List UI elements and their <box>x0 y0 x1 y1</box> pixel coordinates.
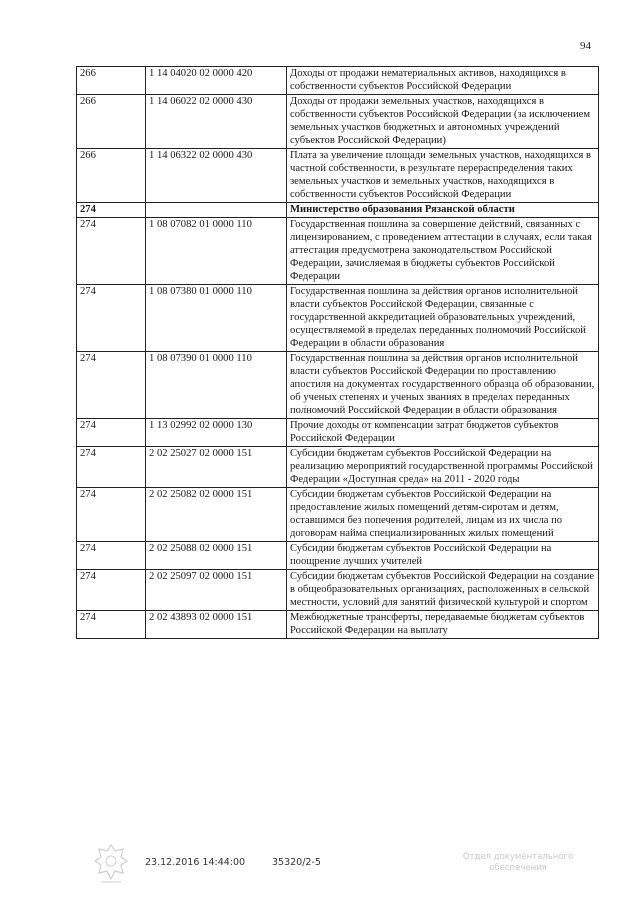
table-row <box>77 285 599 352</box>
revenue-code-cell: 2 02 25082 02 0000 151 <box>146 488 287 542</box>
section-header-row <box>77 203 599 218</box>
admin-code-cell: 274 <box>77 611 146 639</box>
revenue-description-cell: Прочие доходы от компенсации затрат бюджетов субъектов Российской Федерации <box>287 419 599 447</box>
footer-document-id: 35320/2-5 <box>272 857 321 868</box>
admin-code-cell: 274 <box>77 352 146 419</box>
table-row <box>77 67 599 95</box>
revenue-code-cell: 2 02 25027 02 0000 151 <box>146 447 287 488</box>
revenue-description-cell: Министерство образования Рязанской области <box>287 203 599 218</box>
revenue-description-cell: Государственная пошлина за совершение действий, связанных с лицензированием, с проведением аттестации в случаях, если такая аттестация предусмотрена законодательством Российской Федерации, зачисляемая в бюджеты субъектов Российской Федерации <box>287 218 599 285</box>
table-row <box>77 542 599 570</box>
revenue-code-cell <box>146 203 287 218</box>
table-body <box>77 67 599 639</box>
revenue-description-cell: Доходы от продажи земельных участков, находящихся в собственности субъектов Российской Федерации (за исключением земельных участков бюджетных и автономных учреждений субъектов Российской Федерации) <box>287 95 599 149</box>
revenue-code-cell: 1 13 02992 02 0000 130 <box>146 419 287 447</box>
admin-code-cell: 274 <box>77 570 146 611</box>
revenue-description-cell: Субсидии бюджетам субъектов Российской Федерации на поощрение лучших учителей <box>287 542 599 570</box>
revenue-description-cell: Доходы от продажи нематериальных активов, находящихся в собственности субъектов Российской Федерации <box>287 67 599 95</box>
table-row <box>77 611 599 639</box>
admin-code-cell: 266 <box>77 149 146 203</box>
revenue-description-cell: Субсидии бюджетам субъектов Российской Федерации на предоставление жилых помещений детям-сиротам и детям, оставшимся без попечения родителей, лицам из их числа по договорам найма специализированных жилых помещений <box>287 488 599 542</box>
revenue-description-cell: Субсидии бюджетам субъектов Российской Федерации на реализацию мероприятий государственной программы Российской Федерации «Доступная среда» на 2011 - 2020 годы <box>287 447 599 488</box>
revenue-code-cell: 1 14 06022 02 0000 430 <box>146 95 287 149</box>
admin-code-cell: 274 <box>77 488 146 542</box>
revenue-code-cell: 1 14 06322 02 0000 430 <box>146 149 287 203</box>
admin-code-cell: 274 <box>77 285 146 352</box>
admin-code-cell: 266 <box>77 67 146 95</box>
revenue-description-cell: Государственная пошлина за действия органов исполнительной власти субъектов Российской Федерации по проставлению апостиля на документах государственного образца об образовании, об ученых степенях и ученых званиях в пределах переданных полномочий Российской Федерации в области образования <box>287 352 599 419</box>
admin-code-cell: 274 <box>77 203 146 218</box>
table-row <box>77 447 599 488</box>
page-number: 94 <box>580 40 591 52</box>
registration-stamp: Отдел документального обеспечения <box>462 852 574 873</box>
budget-revenue-table <box>76 66 599 639</box>
table-row <box>77 218 599 285</box>
admin-code-cell: 274 <box>77 218 146 285</box>
table-row <box>77 488 599 542</box>
table-row <box>77 149 599 203</box>
revenue-code-cell: 1 08 07082 01 0000 110 <box>146 218 287 285</box>
revenue-description-cell: Межбюджетные трансферты, передаваемые бюджетам субъектов Российской Федерации на выплату <box>287 611 599 639</box>
revenue-code-cell: 2 02 25097 02 0000 151 <box>146 570 287 611</box>
coat-of-arms-emblem <box>93 843 129 885</box>
admin-code-cell: 274 <box>77 542 146 570</box>
revenue-description-cell: Плата за увеличение площади земельных участков, находящихся в частной собственности, в результате перераспределения таких земельных участков и земельных участков, находящихся в собственности субъектов Российской Федерации <box>287 149 599 203</box>
revenue-description-cell: Государственная пошлина за действия органов исполнительной власти субъектов Российской Федерации, связанные с государственной аккредитацией образовательных учреждений, осуществляемой в пределах переданных полномочий Российской Федерации в области образования <box>287 285 599 352</box>
admin-code-cell: 274 <box>77 419 146 447</box>
table-row <box>77 570 599 611</box>
footer-timestamp: 23.12.2016 14:44:00 <box>145 857 246 868</box>
revenue-description-cell: Субсидии бюджетам субъектов Российской Федерации на создание в общеобразовательных организациях, расположенных в сельской местности, условий для занятий физической культурой и спортом <box>287 570 599 611</box>
revenue-code-cell: 1 14 04020 02 0000 420 <box>146 67 287 95</box>
table-row <box>77 95 599 149</box>
table-row <box>77 352 599 419</box>
revenue-code-cell: 2 02 25088 02 0000 151 <box>146 542 287 570</box>
revenue-code-cell: 1 08 07380 01 0000 110 <box>146 285 287 352</box>
revenue-code-cell: 1 08 07390 01 0000 110 <box>146 352 287 419</box>
table-row <box>77 419 599 447</box>
admin-code-cell: 274 <box>77 447 146 488</box>
revenue-code-cell: 2 02 43893 02 0000 151 <box>146 611 287 639</box>
admin-code-cell: 266 <box>77 95 146 149</box>
